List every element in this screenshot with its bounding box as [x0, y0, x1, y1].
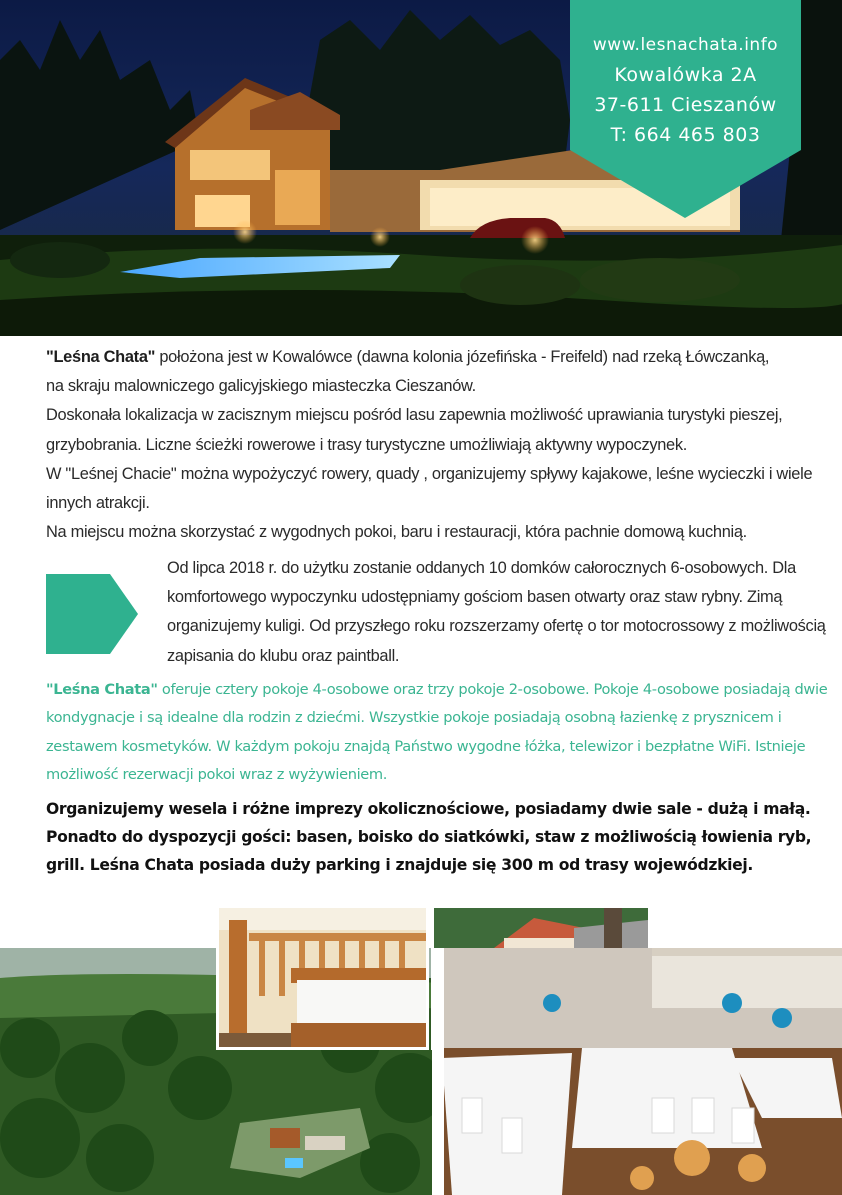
- events-text: Organizujemy wesela i różne imprezy okolicznościowe, posiadamy dwie sale - dużą i małą. Ponadto do dyspozycji gości: basen, boisko do siatkówki, staw z możliwością łowienia ryb, grill. Leśna Chata posiada duży parking i znajduje się 300 m od trasy wojewódzkiej.: [46, 800, 812, 875]
- rooms-description: oferuje cztery pokoje 4-osobowe oraz trzy pokoje 2-osobowe. Pokoje 4-osobowe posiadają dwie kondygnacje i są idealne dla rodzin z dziećmi. Wszystkie pokoje posiadają osobną łazienkę z prysznicem i zestawem kosmetyków. W każdym pokoju znajdą Państwo wygodne łóżka, telewizor i bezpłatne WiFi. Istnieje możliwość rezerwacji pokoi wraz z wyżywieniem.: [46, 681, 828, 784]
- photo-banquet-hall: [432, 948, 842, 1195]
- address-street: Kowalówka 2A: [614, 64, 757, 86]
- intro-rentals: W "Leśnej Chacie" można wypożyczyć rowery, quady , organizujemy spływy kajakowe, leśne wycieczki i wiele innych atrakcji.: [46, 464, 813, 513]
- arrow-right-icon: [46, 574, 138, 654]
- intro-line2: na skraju malowniczego galicyjskiego miasteczka Cieszanów.: [46, 377, 476, 396]
- intro-location: Doskonała lokalizacja w zacisznym miejscu pośród lasu zapewnia możliwość uprawiania turystyki pieszej, grzybobrania. Liczne ścieżki rowerowe i trasy turystyczne umożliwiają aktywny wypoczynek.: [46, 406, 783, 454]
- photo-bedroom: [216, 905, 429, 1050]
- rooms-text: [46, 676, 836, 790]
- news-text: Od lipca 2018 r. do użytku zostanie oddanych 10 domków całorocznych 6-osobowych. Dla komfortowego wypoczynku udostępniamy gościom basen otwarty oraz staw rybny. Zimą organizujemy kuligi. Od przyszłego roku rozszerzamy ofertę o tor motocrossowy z możliwością zapisania do klubu oraz paintball.: [167, 559, 826, 665]
- intro-restaurant: Na miejscu można skorzystać z wygodnych pokoi, baru i restauracji, która pachnie domową kuchnią.: [46, 523, 747, 542]
- phone-number[interactable]: T: 664 465 803: [610, 124, 761, 146]
- contact-ribbon: [570, 0, 801, 218]
- rooms-brand-name: "Leśna Chata": [46, 681, 158, 698]
- website-link[interactable]: www.lesnachata.info: [592, 35, 779, 55]
- address-city: 37-611 Cieszanów: [594, 94, 777, 116]
- intro-text: [46, 343, 832, 547]
- intro-line1: położona jest w Kowalówce (dawna kolonia józefińska - Freifeld) nad rzeką Łówczanką,: [155, 348, 770, 366]
- intro-brand-name: "Leśna Chata": [46, 348, 156, 366]
